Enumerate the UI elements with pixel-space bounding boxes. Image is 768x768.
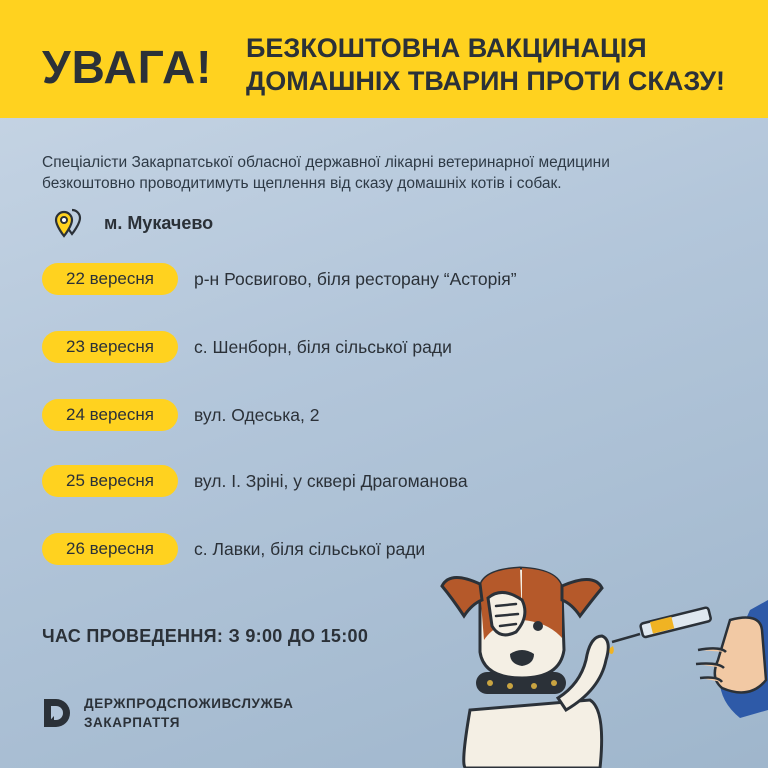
event-place: вул. Одеська, 2 <box>194 404 320 425</box>
event-row <box>42 330 452 364</box>
organization-name <box>84 694 293 732</box>
date-badge: 23 вересня <box>42 331 178 363</box>
date-badge: 26 вересня <box>42 533 178 565</box>
event-row <box>42 398 319 432</box>
city-name: м. Мукачево <box>104 212 214 233</box>
headline-line-2: ДОМАШНІХ ТВАРИН ПРОТИ СКАЗУ! <box>246 66 726 96</box>
time-info: ЧАС ПРОВЕДЕННЯ: З 9:00 ДО 15:00 <box>42 626 369 646</box>
event-row <box>42 464 468 498</box>
date-badge: 22 вересня <box>42 263 178 295</box>
event-row <box>42 262 517 296</box>
intro-line-1: Спеціалісти Закарпатської обласної державної лікарні ветеринарної медицини <box>42 154 610 171</box>
event-place: с. Шенборн, біля сільської ради <box>194 336 452 357</box>
attention-title: УВАГА! <box>42 41 213 93</box>
organization-line-1: ДЕРЖПРОДСПОЖИВСЛУЖБА <box>84 696 294 711</box>
city-row <box>52 206 213 240</box>
event-place: с. Лавки, біля сільської ради <box>194 538 426 559</box>
location-pin-icon <box>52 207 84 239</box>
intro-text <box>42 152 742 194</box>
d-logo-icon <box>42 697 72 729</box>
organization <box>42 694 293 732</box>
date-badge: 25 вересня <box>42 465 178 497</box>
headline-line-1: БЕЗКОШТОВНА ВАКЦИНАЦІЯ <box>246 33 647 63</box>
event-place: вул. І. Зріні, у сквері Драгоманова <box>194 470 468 491</box>
headline <box>246 32 746 98</box>
organization-line-2: ЗАКАРПАТТЯ <box>84 715 180 730</box>
vaccine-syringe-illustration <box>600 590 768 730</box>
intro-line-2: безкоштовно проводитимуть щеплення від сказу домашніх котів і собак. <box>42 175 562 192</box>
event-place: р-н Росвигово, біля ресторану “Асторія” <box>194 268 517 289</box>
date-badge: 24 вересня <box>42 399 178 431</box>
event-row <box>42 532 425 566</box>
